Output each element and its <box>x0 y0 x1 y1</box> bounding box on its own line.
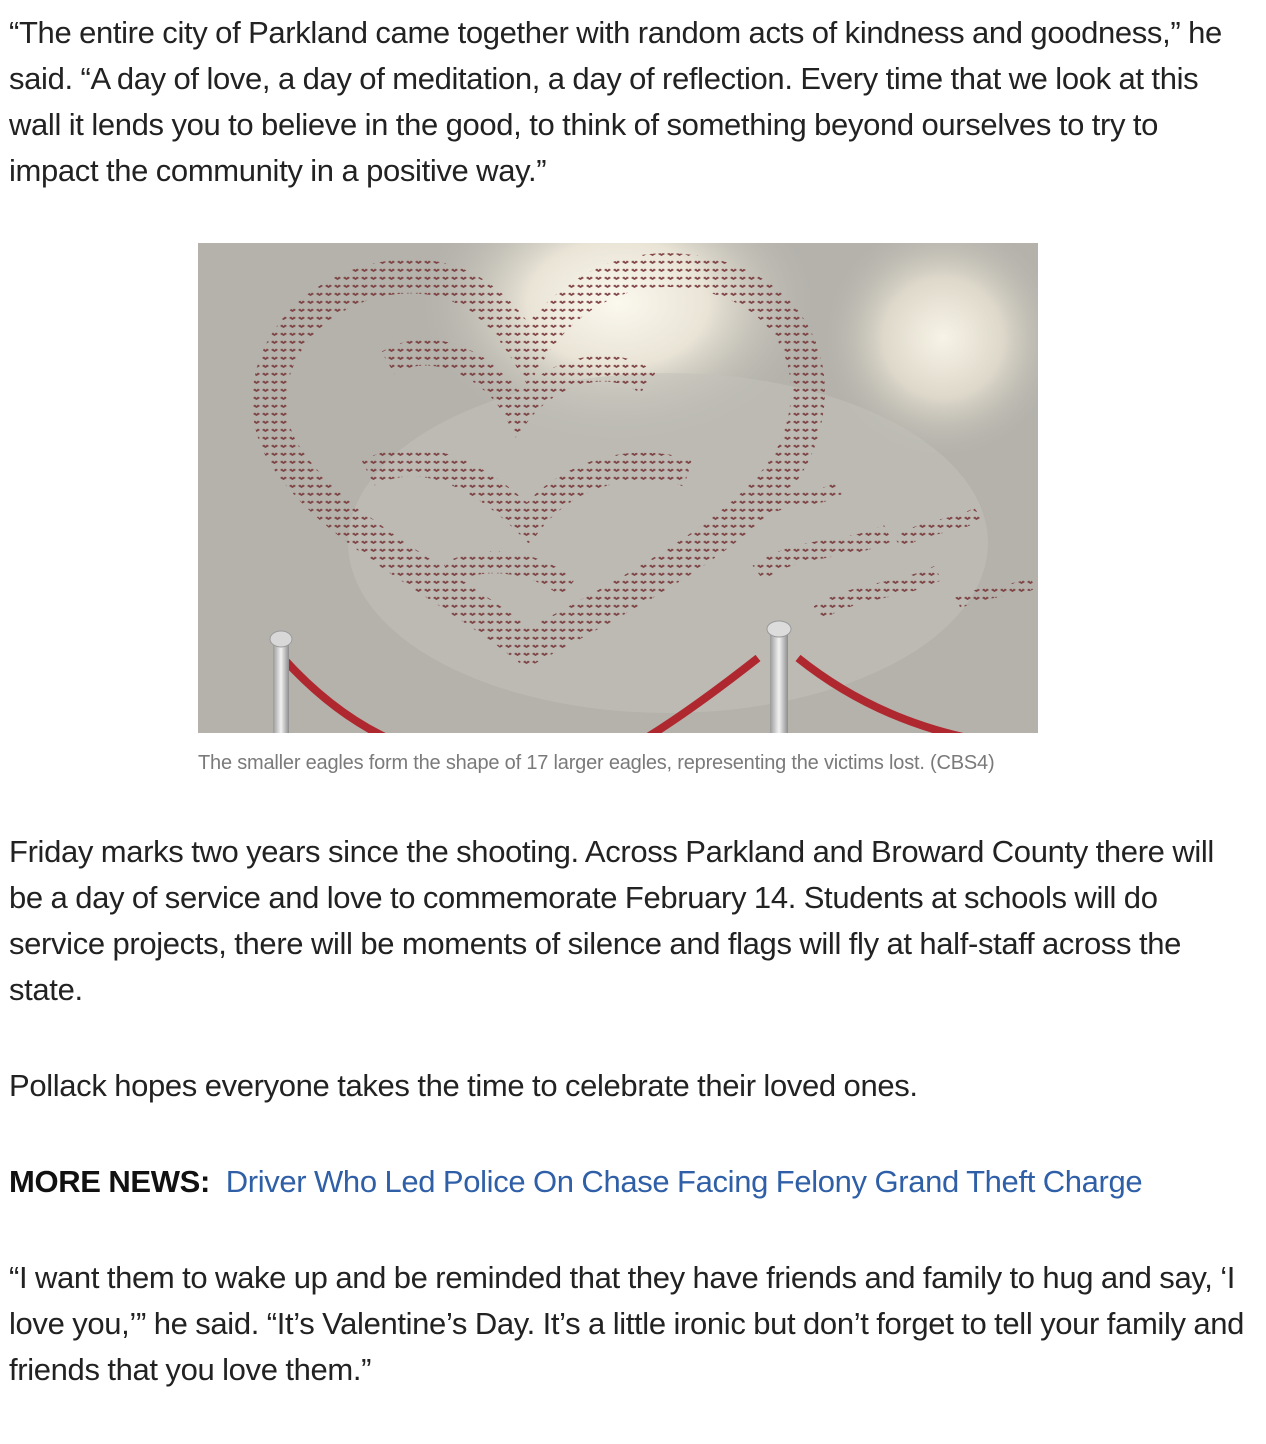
more-news <box>9 1159 1254 1205</box>
quote-paragraph-1: “The entire city of Parkland came together with random acts of kindness and goodness,” he said. “A day of love, a day of meditation, a day of reflection. Every time that we look at this wall it lends you to believe in the good, to think of something beyond ourselves to try to impact the community in a positive way.” <box>9 15 1222 188</box>
quote-paragraph-4: “I want them to wake up and be reminded that they have friends and family to hug and say, ‘I love you,’” he said. “It’s Valentine’s Day. It’s a little ironic but don’t forget to tell your family and friends that you love them.” <box>9 1260 1245 1387</box>
figure-caption: The smaller eagles form the shape of 17 larger eagles, representing the victims lost. (CBS4) <box>198 752 995 774</box>
paragraph-2: Friday marks two years since the shooting. Across Parkland and Broward County there will be a day of service and love to commemorate February 14. Students at schools will do service projects, there will be moments of silence and flags will fly at half-staff across the state. <box>9 834 1214 1007</box>
paragraph-3: Pollack hopes everyone takes the time to celebrate their loved ones. <box>9 1068 918 1103</box>
more-news-link[interactable]: Driver Who Led Police On Chase Facing Felony Grand Theft Charge <box>225 1164 1143 1199</box>
eagle-heart-mural-photo <box>198 243 1038 733</box>
article-body <box>9 10 1254 1393</box>
article-figure <box>198 243 1038 775</box>
more-news-label: MORE NEWS: <box>9 1164 210 1199</box>
